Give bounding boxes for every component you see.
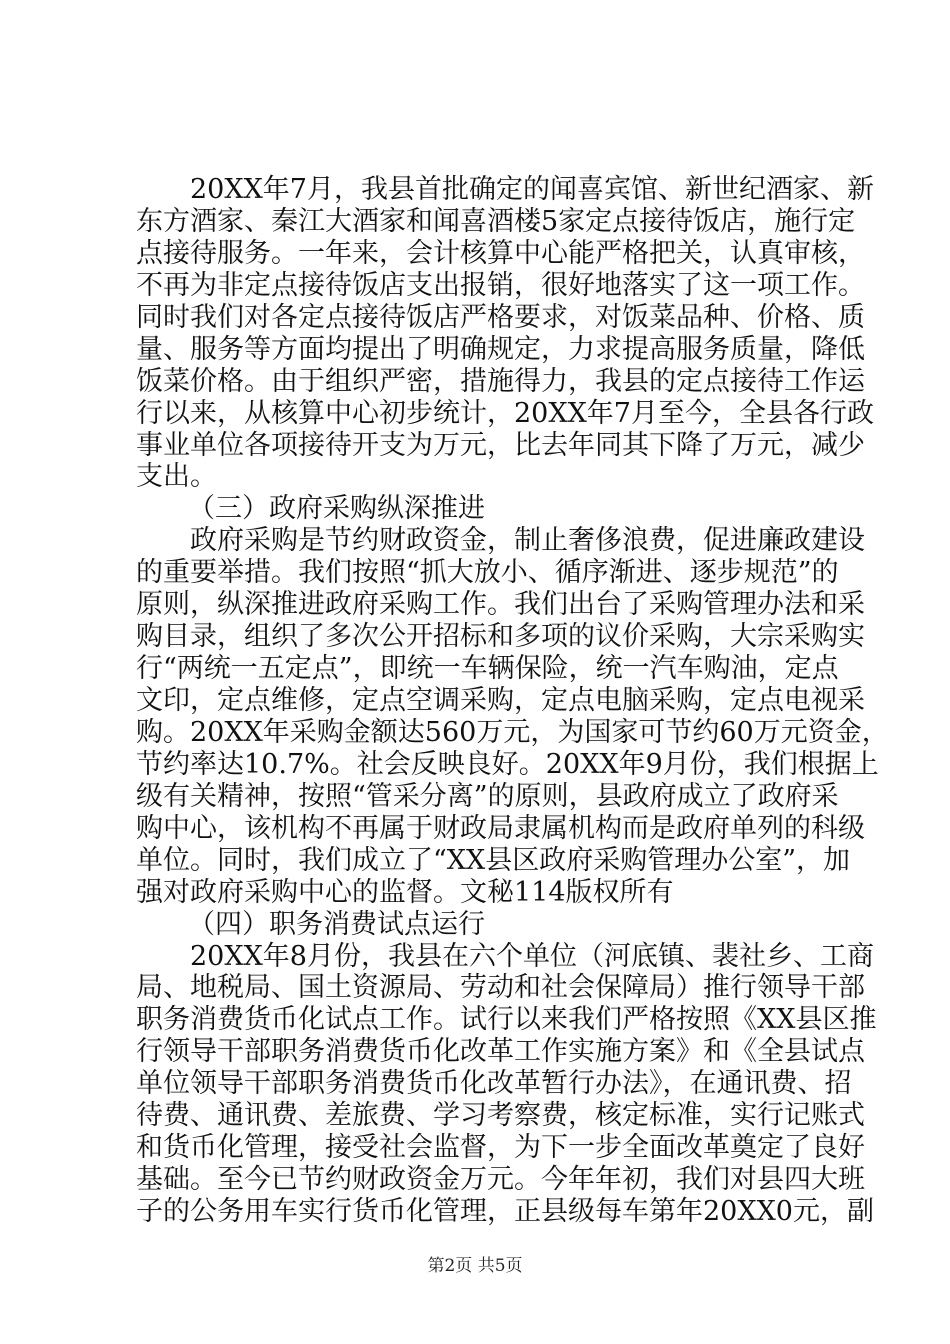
text-line: 的重要举措。我们按照“抓大放小、循序渐进、逐步规范”的 — [136, 557, 839, 588]
text-line: 行领导干部职务消费货币化改革工作实施方案》和《全县试点 — [136, 1036, 865, 1067]
text-line: 行“两统一五定点”，即统一车辆保险，统一汽车购油，定点 — [136, 653, 839, 684]
text-line: 购中心，该机构不再属于财政局隶属机构而是政府单列的科级 — [136, 813, 865, 844]
text-line: 20XX年8月份，我县在六个单位（河底镇、裴社乡、工商 — [136, 941, 874, 972]
text-line: 文印，定点维修，定点空调采购，定点电脑采购，定点电视采 — [136, 685, 865, 716]
text-line: 点接待服务。一年来，会计核算中心能严格把关，认真审核， — [136, 238, 865, 269]
text-line: 子的公务用车实行货币化管理，正县级每车第年20XX0元，副 — [136, 1196, 874, 1227]
text-line: 支出。 — [136, 461, 217, 492]
text-line: 待费、通讯费、差旅费、学习考察费，核定标准，实行记账式 — [136, 1100, 865, 1131]
text-line: 政府采购是节约财政资金，制止奢侈浪费，促进廉政建设 — [136, 525, 865, 556]
text-line: 行以来，从核算中心初步统计，20XX年7月至今，全县各行政 — [136, 398, 874, 429]
text-line: 同时我们对各定点接待饭店严格要求，对饭菜品种、价格、质 — [136, 302, 865, 333]
text-line: 级有关精神，按照“管采分离”的原则，县政府成立了政府采 — [136, 781, 839, 812]
page-footer: 第2页 共5页 — [427, 1256, 523, 1276]
text-line: 和货币化管理，接受社会监督，为下一步全面改革奠定了良好 — [136, 1132, 865, 1163]
text-line: 购目录，组织了多次公开招标和多项的议价采购，大宗采购实 — [136, 621, 865, 652]
text-line: 东方酒家、秦江大酒家和闻喜酒楼5家定点接待饭店，施行定 — [136, 206, 856, 237]
text-line: 单位领导干部职务消费货币化改革暂行办法》，在通讯费、招 — [136, 1068, 852, 1099]
text-line: 强对政府采购中心的监督。文秘114版权所有 — [136, 877, 674, 908]
text-line: 事业单位各项接待开支为万元，比去年同其下降了万元，减少 — [136, 430, 865, 461]
text-line: 不再为非定点接待饭店支出报销，很好地落实了这一项工作。 — [136, 270, 865, 301]
text-line: 局、地税局、国土资源局、劳动和社会保障局）推行领导干部 — [136, 972, 865, 1003]
text-line: 饭菜价格。由于组织严密，措施得力，我县的定点接待工作运 — [136, 366, 865, 397]
text-line: 原则，纵深推进政府采购工作。我们出台了采购管理办法和采 — [136, 589, 865, 620]
text-line: 购。20XX年采购金额达560万元，为国家可节约60万元资金， — [136, 717, 889, 748]
text-line: 节约率达10.7%。社会反映良好。20XX年9月份，我们根据上 — [136, 749, 879, 780]
text-line: 20XX年7月，我县首批确定的闻喜宾馆、新世纪酒家、新 — [136, 174, 874, 205]
section-heading-consumption: （四）职务消费试点运行 — [188, 909, 485, 940]
text-line: 量、服务等方面均提出了明确规定，力求提高服务质量，降低 — [136, 334, 865, 365]
text-line: 职务消费货币化试点工作。试行以来我们严格按照《XX县区推 — [136, 1004, 877, 1035]
text-line: 单位。同时，我们成立了“XX县区政府采购管理办公室”，加 — [136, 845, 851, 876]
section-heading-procurement: （三）政府采购纵深推进 — [188, 493, 485, 524]
text-line: 基础。至今已节约财政资金万元。今年年初，我们对县四大班 — [136, 1164, 865, 1195]
